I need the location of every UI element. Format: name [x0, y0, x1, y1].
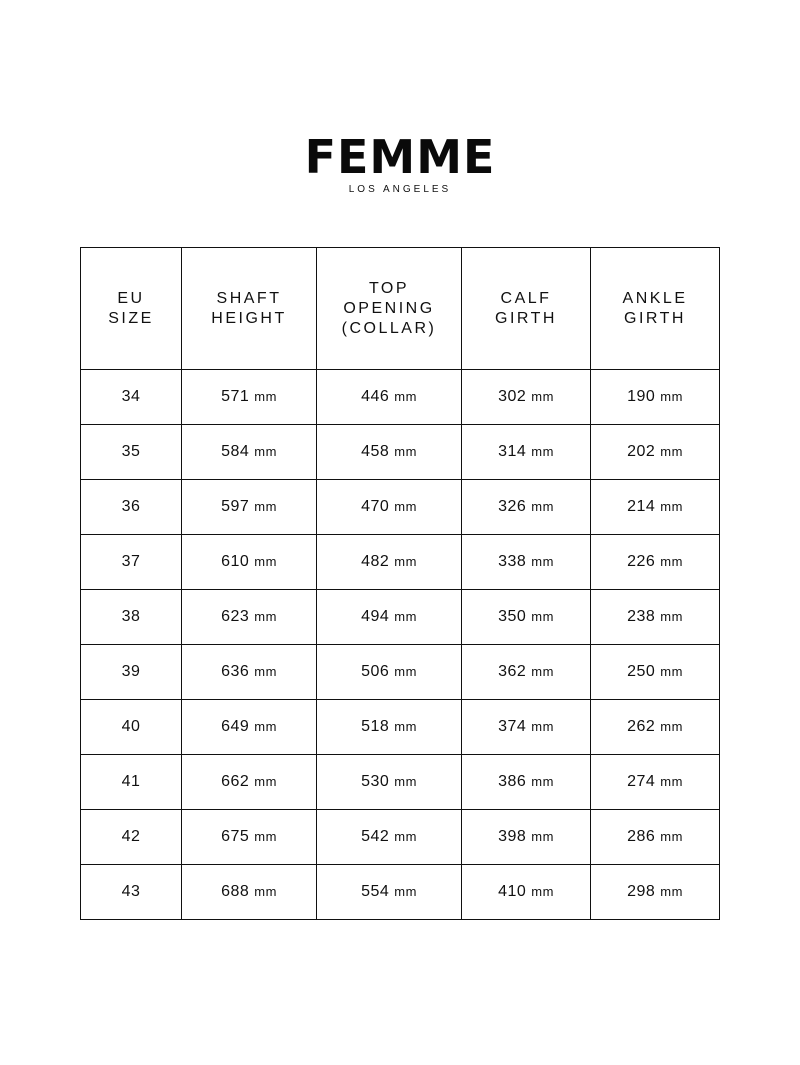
cell-ankle-girth: [591, 590, 720, 645]
header-eu-size: [81, 248, 182, 370]
cell-value: 190: [627, 388, 656, 405]
cell-value: 494: [361, 608, 390, 625]
cell-value: 34: [121, 388, 141, 405]
header-calf-girth: [462, 248, 591, 370]
cell-shaft-height: [182, 590, 317, 645]
cell-top-opening: [317, 755, 462, 810]
cell-shaft-height: [182, 810, 317, 865]
cell-value: 410: [498, 883, 527, 900]
cell-unit: mm: [254, 664, 277, 679]
cell-eu-size: [81, 810, 182, 865]
brand-subtitle: LOS ANGELES: [348, 184, 452, 195]
header-label-line: HEIGHT: [211, 309, 287, 327]
cell-value: 202: [627, 443, 656, 460]
cell-calf-girth: [462, 865, 591, 920]
table-row: [81, 425, 720, 480]
cell-unit: mm: [254, 499, 277, 514]
cell-unit: mm: [531, 609, 554, 624]
cell-shaft-height: [182, 865, 317, 920]
table-row: [81, 590, 720, 645]
cell-value: 43: [121, 883, 141, 900]
header-label-line: (COLLAR): [341, 319, 437, 337]
cell-value: 458: [361, 443, 390, 460]
header-label-line: OPENING: [343, 299, 435, 317]
cell-calf-girth: [462, 700, 591, 755]
table-row: [81, 370, 720, 425]
table-row: [81, 645, 720, 700]
cell-unit: mm: [394, 774, 417, 789]
cell-unit: mm: [254, 774, 277, 789]
header-ankle-girth: [591, 248, 720, 370]
cell-top-opening: [317, 865, 462, 920]
cell-shaft-height: [182, 480, 317, 535]
cell-eu-size: [81, 425, 182, 480]
cell-shaft-height: [182, 425, 317, 480]
cell-value: 506: [361, 663, 390, 680]
cell-value: 688: [221, 883, 250, 900]
cell-unit: mm: [660, 499, 683, 514]
cell-value: 398: [498, 828, 527, 845]
header-label-line: SIZE: [108, 309, 154, 327]
cell-unit: mm: [394, 884, 417, 899]
cell-value: 38: [121, 608, 141, 625]
cell-value: 649: [221, 718, 250, 735]
cell-ankle-girth: [591, 535, 720, 590]
cell-calf-girth: [462, 535, 591, 590]
cell-unit: mm: [531, 499, 554, 514]
cell-eu-size: [81, 590, 182, 645]
cell-top-opening: [317, 535, 462, 590]
cell-shaft-height: [182, 700, 317, 755]
cell-unit: mm: [660, 829, 683, 844]
cell-calf-girth: [462, 645, 591, 700]
cell-unit: mm: [531, 389, 554, 404]
cell-unit: mm: [531, 774, 554, 789]
cell-unit: mm: [531, 444, 554, 459]
cell-unit: mm: [254, 389, 277, 404]
cell-unit: mm: [531, 554, 554, 569]
cell-calf-girth: [462, 425, 591, 480]
cell-ankle-girth: [591, 755, 720, 810]
cell-calf-girth: [462, 480, 591, 535]
table-row: [81, 700, 720, 755]
cell-top-opening: [317, 370, 462, 425]
cell-unit: mm: [254, 829, 277, 844]
cell-unit: mm: [660, 664, 683, 679]
cell-eu-size: [81, 535, 182, 590]
cell-value: 610: [221, 553, 250, 570]
header-label-line: TOP: [368, 279, 410, 297]
header-label-line: CALF: [500, 289, 552, 307]
cell-unit: mm: [394, 664, 417, 679]
cell-value: 326: [498, 498, 527, 515]
cell-unit: mm: [254, 719, 277, 734]
cell-eu-size: [81, 865, 182, 920]
cell-unit: mm: [254, 884, 277, 899]
cell-top-opening: [317, 480, 462, 535]
cell-value: 571: [221, 388, 250, 405]
cell-value: 39: [121, 663, 141, 680]
cell-unit: mm: [394, 444, 417, 459]
table-row: [81, 480, 720, 535]
cell-unit: mm: [254, 609, 277, 624]
cell-unit: mm: [394, 499, 417, 514]
cell-value: 518: [361, 718, 390, 735]
cell-calf-girth: [462, 810, 591, 865]
cell-value: 36: [121, 498, 141, 515]
cell-top-opening: [317, 590, 462, 645]
cell-unit: mm: [660, 554, 683, 569]
cell-ankle-girth: [591, 370, 720, 425]
cell-value: 675: [221, 828, 250, 845]
cell-value: 37: [121, 553, 141, 570]
cell-calf-girth: [462, 755, 591, 810]
cell-ankle-girth: [591, 645, 720, 700]
cell-unit: mm: [660, 389, 683, 404]
cell-value: 286: [627, 828, 656, 845]
cell-value: 542: [361, 828, 390, 845]
cell-eu-size: [81, 755, 182, 810]
cell-value: 554: [361, 883, 390, 900]
brand-logo: [0, 132, 800, 196]
cell-value: 530: [361, 773, 390, 790]
cell-top-opening: [317, 810, 462, 865]
cell-value: 42: [121, 828, 141, 845]
cell-unit: mm: [531, 719, 554, 734]
cell-unit: mm: [394, 389, 417, 404]
cell-ankle-girth: [591, 700, 720, 755]
cell-unit: mm: [254, 554, 277, 569]
cell-shaft-height: [182, 370, 317, 425]
header-label-line: GIRTH: [624, 309, 686, 327]
cell-eu-size: [81, 700, 182, 755]
cell-value: 662: [221, 773, 250, 790]
cell-top-opening: [317, 645, 462, 700]
cell-shaft-height: [182, 645, 317, 700]
cell-value: 214: [627, 498, 656, 515]
header-label-line: EU: [117, 289, 145, 307]
cell-value: 636: [221, 663, 250, 680]
cell-unit: mm: [394, 719, 417, 734]
cell-value: 470: [361, 498, 390, 515]
cell-shaft-height: [182, 755, 317, 810]
header-top-opening: [317, 248, 462, 370]
cell-unit: mm: [660, 774, 683, 789]
cell-unit: mm: [660, 884, 683, 899]
cell-unit: mm: [254, 444, 277, 459]
cell-unit: mm: [394, 554, 417, 569]
cell-value: 446: [361, 388, 390, 405]
brand-name: FEMME: [304, 130, 496, 184]
cell-unit: mm: [394, 609, 417, 624]
cell-value: 41: [121, 773, 141, 790]
header-shaft-height: [182, 248, 317, 370]
cell-value: 314: [498, 443, 527, 460]
cell-value: 40: [121, 718, 141, 735]
cell-unit: mm: [660, 719, 683, 734]
cell-value: 250: [627, 663, 656, 680]
cell-value: 298: [627, 883, 656, 900]
cell-calf-girth: [462, 590, 591, 645]
cell-ankle-girth: [591, 480, 720, 535]
cell-eu-size: [81, 645, 182, 700]
size-chart-table: [80, 247, 720, 920]
cell-value: 584: [221, 443, 250, 460]
cell-unit: mm: [531, 664, 554, 679]
cell-ankle-girth: [591, 425, 720, 480]
cell-calf-girth: [462, 370, 591, 425]
cell-value: 338: [498, 553, 527, 570]
cell-value: 482: [361, 553, 390, 570]
cell-value: 350: [498, 608, 527, 625]
cell-unit: mm: [394, 829, 417, 844]
cell-value: 597: [221, 498, 250, 515]
cell-eu-size: [81, 480, 182, 535]
cell-value: 262: [627, 718, 656, 735]
cell-value: 238: [627, 608, 656, 625]
cell-ankle-girth: [591, 865, 720, 920]
cell-shaft-height: [182, 535, 317, 590]
table-row: [81, 865, 720, 920]
header-label-line: SHAFT: [216, 289, 282, 307]
header-label-line: ANKLE: [622, 289, 688, 307]
table-row: [81, 535, 720, 590]
cell-value: 374: [498, 718, 527, 735]
cell-eu-size: [81, 370, 182, 425]
table-row: [81, 810, 720, 865]
table-row: [81, 755, 720, 810]
cell-value: 386: [498, 773, 527, 790]
cell-unit: mm: [531, 829, 554, 844]
cell-value: 35: [121, 443, 141, 460]
cell-value: 623: [221, 608, 250, 625]
cell-unit: mm: [660, 444, 683, 459]
cell-ankle-girth: [591, 810, 720, 865]
cell-value: 226: [627, 553, 656, 570]
cell-value: 302: [498, 388, 527, 405]
table-header-row: [81, 248, 720, 370]
cell-top-opening: [317, 425, 462, 480]
cell-unit: mm: [531, 884, 554, 899]
cell-unit: mm: [660, 609, 683, 624]
header-label-line: GIRTH: [495, 309, 557, 327]
cell-value: 362: [498, 663, 527, 680]
cell-value: 274: [627, 773, 656, 790]
table-body: [81, 370, 720, 920]
cell-top-opening: [317, 700, 462, 755]
